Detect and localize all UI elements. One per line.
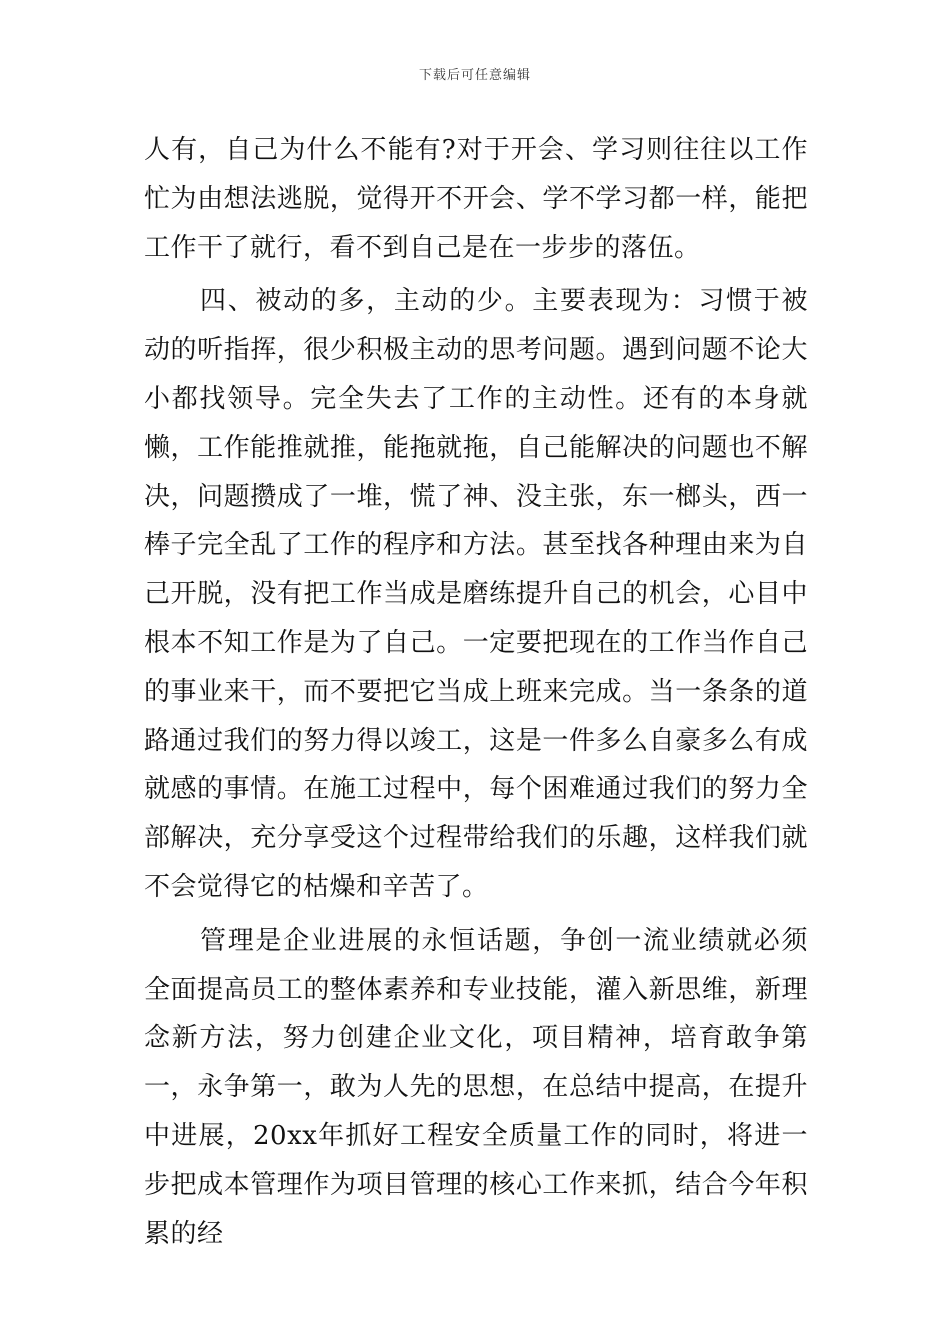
document-body — [144, 126, 808, 1258]
paragraph-passive-work: 四、被动的多，主动的少。主要表现为：习惯于被动的听指挥，很少积极主动的思考问题。遇到问题不论大小都找领导。完全失去了工作的主动性。还有的本身就懒，工作能推就推，能拖就拖，自己能解决的问题也不解决，问题攒成了一堆，慌了神、没主张，东一榔头，西一棒子完全乱了工作的程序和方法。甚至找各种理由来为自己开脱，没有把工作当成是磨练提升自己的机会，心目中根本不知工作是为了自己。一定要把现在的工作当作自己的事业来干，而不要把它当成上班来完成。当一条条的道路通过我们的努力得以竣工，这是一件多么自豪多么有成就感的事情。在施工过程中，每个困难通过我们的努力全部解决，充分享受这个过程带给我们的乐趣，这样我们就不会觉得它的枯燥和辛苦了。 — [144, 286, 808, 902]
paragraph-management: 管理是企业进展的永恒话题，争创一流业绩就必须全面提高员工的整体素养和专业技能，灌入新思维，新理念新方法，努力创建企业文化，项目精神，培育敢争第一，永争第一，敢为人先的思想，在总结中提高，在提升中进展，20xx年抓好工程安全质量工作的同时，将进一步把成本管理作为项目管理的核心工作来抓，结合今年积累的经 — [144, 925, 808, 1249]
page-header: 下载后可任意编辑 — [418, 68, 531, 83]
paragraph-continuation: 人有，自己为什么不能有?对于开会、学习则往往以工作忙为由想法逃脱，觉得开不开会、学不学习都一样，能把工作干了就行，看不到自己是在一步步的落伍。 — [144, 135, 808, 263]
